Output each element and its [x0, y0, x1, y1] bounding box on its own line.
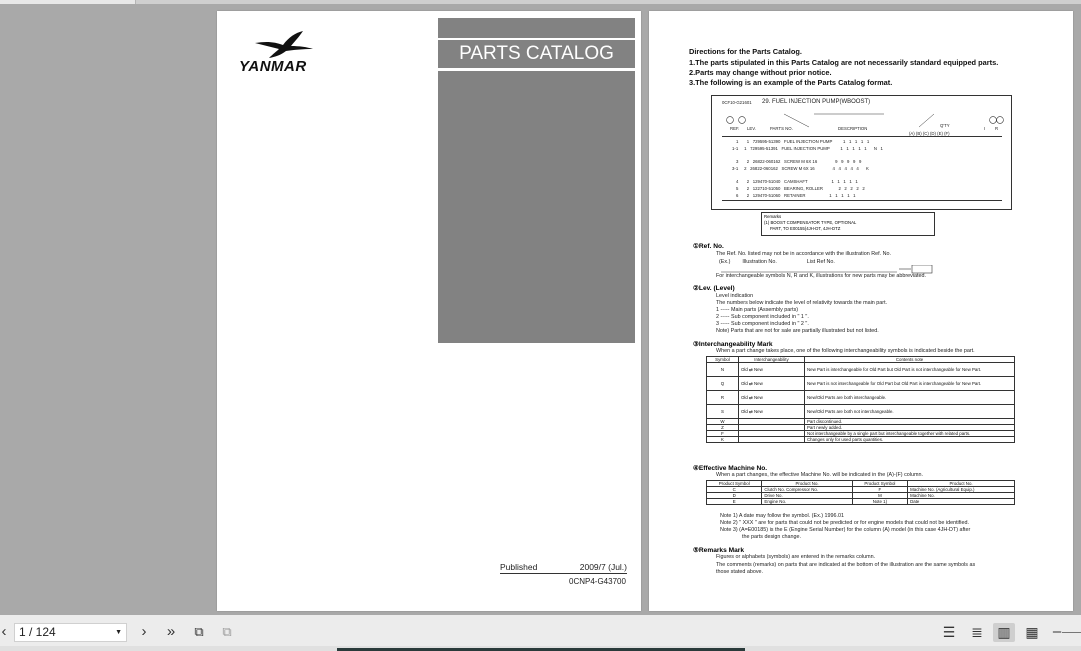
catalog-format-example: [711, 95, 1012, 210]
table-row: [707, 405, 1015, 419]
chevron-down-icon: ▼: [115, 629, 122, 636]
table-cell: F: [707, 431, 739, 437]
remarks-line: PART, TO E00155(4JH-DT, 4JH-DTZ: [770, 226, 841, 231]
section-text: those stated above.: [716, 569, 764, 575]
table-cell: Part newly added.: [805, 425, 1015, 431]
directions-line: 1.The parts stipulated in this Parts Catalog are not necessarily standard equipped parts.: [689, 58, 999, 67]
header-r: R: [995, 126, 999, 131]
two-page-continuous-view-icon[interactable]: ▦: [1025, 624, 1039, 640]
table-cell: C: [707, 487, 762, 493]
table-cell: Q: [707, 377, 739, 391]
table-cell: Note 1): [852, 499, 907, 505]
directions-line: 3.The following is an example of the Parts Catalog format.: [689, 78, 893, 87]
table-cell: Old ⇄ New: [739, 391, 805, 405]
table-row: [707, 363, 1015, 377]
published-line: [500, 562, 627, 574]
example-row: 3-1 2 26822-060162 SCREW M 6X 16 4 4 4 4 4 K: [732, 166, 869, 171]
yanmar-logo: [239, 29, 329, 79]
effective-note: the parts design change.: [742, 534, 802, 540]
brand-wordmark: YANMAR: [239, 58, 307, 75]
zoom-slider[interactable]: [1062, 632, 1081, 633]
table-header: Product Symbol: [707, 481, 762, 487]
header-ref: REF.: [730, 126, 740, 131]
table-cell: Part discontinued.: [805, 419, 1015, 425]
table-cell: New/Old Parts are both not interchangeable.: [805, 405, 1015, 419]
section-lev-title: ②Lev. (Level): [693, 285, 735, 292]
table-cell: Engine No.: [762, 499, 852, 505]
two-page-view-icon[interactable]: ▥: [993, 623, 1015, 642]
table-cell: D: [707, 493, 762, 499]
rotate-page-icon[interactable]: ⧉: [194, 624, 204, 639]
divider: [722, 136, 1002, 137]
table-cell: Changes only for used parts quantities.: [805, 437, 1015, 443]
callout-markers: [724, 112, 1014, 132]
table-cell: K: [707, 437, 739, 443]
table-cell: Drive No.: [762, 493, 852, 499]
table-cell: Machine No.: [908, 493, 1015, 499]
table-header: Product Symbol: [852, 481, 907, 487]
cover-page: [217, 11, 641, 611]
taskbar-strip: [0, 646, 1081, 651]
remarks-line: (1) BOOST COMPENSATOR TYPE, OPTIONAL: [764, 220, 857, 225]
cover-band-top: [438, 18, 635, 38]
section-text: When a part change takes place, one of the following interchangeability symbols is indicated beside the part.: [716, 348, 975, 354]
example-row: 1 1 729595-51390 FUEL INJECTION PUMP 1 1 1 1 1: [736, 139, 870, 144]
section-text: 3 ----- Sub component included in " 2 ".: [716, 321, 809, 327]
section-remarks-title: ⑤Remarks Mark: [693, 547, 744, 554]
section-text: The comments (remarks) on parts that are indicated at the bottom of the illustration are the same symbols as: [716, 562, 976, 568]
catalog-code: 0CNP4-G43700: [569, 577, 626, 586]
table-cell: Old ⇄ New: [739, 363, 805, 377]
example-title: 29. FUEL INJECTION PUMP(WBOOST): [762, 99, 871, 105]
section-text: 1 ----- Main parts (Assembly parts): [716, 307, 799, 313]
table-cell: Date: [908, 499, 1015, 505]
single-page-view-icon[interactable]: ☰: [942, 624, 956, 640]
table-header: Contents note: [805, 357, 1015, 363]
next-page-icon[interactable]: ›: [141, 623, 147, 640]
table-header: Product No.: [762, 481, 852, 487]
table-header: Product No.: [908, 481, 1015, 487]
directions-heading: Directions for the Parts Catalog.: [689, 47, 802, 56]
table-cell: S: [707, 405, 739, 419]
table-cell: New Part is interchangeable for Old Part but Old Part is not interchangeable for New Part.: [805, 363, 1015, 377]
remarks-box: [761, 212, 935, 236]
table-cell: E: [707, 499, 762, 505]
viewer-toolbar: [0, 615, 1081, 651]
example-row: 1-1 1 729595-51391 FUEL INJECTION PUMP 1 1 1 1 1 N 1: [732, 146, 883, 151]
effective-note: Note 3) (A=E00185) is the E (Engine Serial Number) for the column (A) model (in this case 4JH-DT) after: [720, 527, 971, 533]
table-cell: [739, 437, 805, 443]
chevron-left-icon[interactable]: ‹: [1, 623, 7, 640]
header-parts-no: PARTS NO.: [770, 126, 793, 131]
directions-page: [649, 11, 1073, 611]
section-text: The Ref. No. listed may not be in accordance with the illustration Ref. No.: [716, 251, 891, 257]
table-cell: N: [707, 363, 739, 377]
example-code: 0CF10-G21601: [722, 100, 752, 105]
cover-title: PARTS CATALOG: [438, 40, 635, 68]
table-cell: R: [707, 391, 739, 405]
header-i: I: [984, 126, 986, 131]
table-cell: W: [707, 419, 739, 425]
section-text: When a part changes, the effective Machine No. will be indicated in the (A)-(F) column.: [716, 472, 923, 478]
table-cell: Old ⇄ New: [739, 377, 805, 391]
section-text: Figures or alphabets (symbols) are entered in the remarks column.: [716, 554, 876, 560]
divider: [722, 200, 1002, 201]
example-row: 4 2 129470-51040 CAMSHAFT 1 1 1 1 1: [736, 179, 858, 184]
table-row: [707, 377, 1015, 391]
table-header: Interchangeability: [739, 357, 805, 363]
table-cell: Z: [707, 425, 739, 431]
page-indicator: 1 / 124: [19, 625, 56, 639]
section-effective-title: ④Effective Machine No.: [693, 465, 768, 472]
section-text: For interchangeable symbols N, R and K, illustrations for new parts may be abbreviated.: [716, 273, 927, 279]
cover-band-body: [438, 71, 635, 343]
table-header: Symbol: [707, 357, 739, 363]
published-label: Published: [500, 562, 538, 572]
section-text: 2 ----- Sub component included in " 1 ".: [716, 314, 809, 320]
page-number-select[interactable]: [14, 623, 127, 642]
section-ref-title: ①Ref. No.: [693, 243, 724, 250]
table-row: [707, 499, 1015, 505]
table-cell: New Part is not interchangeable for Old Part but Old Part is interchangeable for New Part.: [805, 377, 1015, 391]
interchangeability-table: [706, 356, 1015, 443]
directions-line: 2.Parts may change without prior notice.: [689, 68, 832, 77]
zoom-out-icon[interactable]: –: [1052, 623, 1062, 640]
table-cell: Clutch No. Compressor No.: [762, 487, 852, 493]
effective-note: Note 2) " XXX " are for parts that could not be predicted or for engine models that could not be identified.: [720, 520, 969, 526]
table-cell: New/Old Parts are both interchangeable.: [805, 391, 1015, 405]
top-tab-strip: [0, 0, 1081, 4]
document-tab[interactable]: [0, 0, 136, 4]
table-cell: M: [852, 493, 907, 499]
example-row: 3 2 26822-060162 SCREW M 6X 16 9 9 9 9 9: [736, 159, 862, 164]
header-description: DESCRIPTION: [838, 126, 868, 131]
section-text: Level indication: [716, 293, 754, 299]
example-row: 6 2 129470-51060 RETAINER 1 1 1 1 1: [736, 193, 856, 198]
swallow-logo-icon: [253, 29, 315, 59]
remarks-title: Remarks: [764, 214, 782, 219]
qty-columns: (A) (B) (C) (D) (E) (F): [909, 131, 950, 136]
table-cell: F: [852, 487, 907, 493]
last-page-icon[interactable]: »: [166, 623, 176, 640]
table-row: [707, 391, 1015, 405]
table-cell: Old ⇄ New: [739, 405, 805, 419]
effective-machine-table: [706, 480, 1015, 505]
section-text: Note) Parts that are not for sale are partially illustrated but not listed.: [716, 328, 879, 334]
header-qty: Q'TY: [940, 123, 950, 128]
header-lev: LEV.: [747, 126, 756, 131]
section-interchange-title: ③Interchangeability Mark: [693, 341, 773, 348]
table-cell: Not interchangeable by a single part but interchangeable together with related parts.: [805, 431, 1015, 437]
copy-page-icon[interactable]: ⧉: [222, 624, 232, 639]
published-date: 2009/7 (Jul.): [579, 562, 627, 572]
example-row: 5 2 122710-51050 BEARING, ROLLER 2 2 2 2 2: [736, 186, 865, 191]
continuous-view-icon[interactable]: ≣: [971, 624, 983, 640]
section-text: The numbers below indicate the level of relativity towards the main part.: [716, 300, 888, 306]
table-cell: Machine No. (Agricultural Equip.): [908, 487, 1015, 493]
section-text: (Ex.) Illustration No. List Ref No.: [719, 259, 835, 265]
effective-note: Note 1) A date may follow the symbol. (Ex.) 1996.01: [720, 513, 845, 519]
table-row: [707, 437, 1015, 443]
